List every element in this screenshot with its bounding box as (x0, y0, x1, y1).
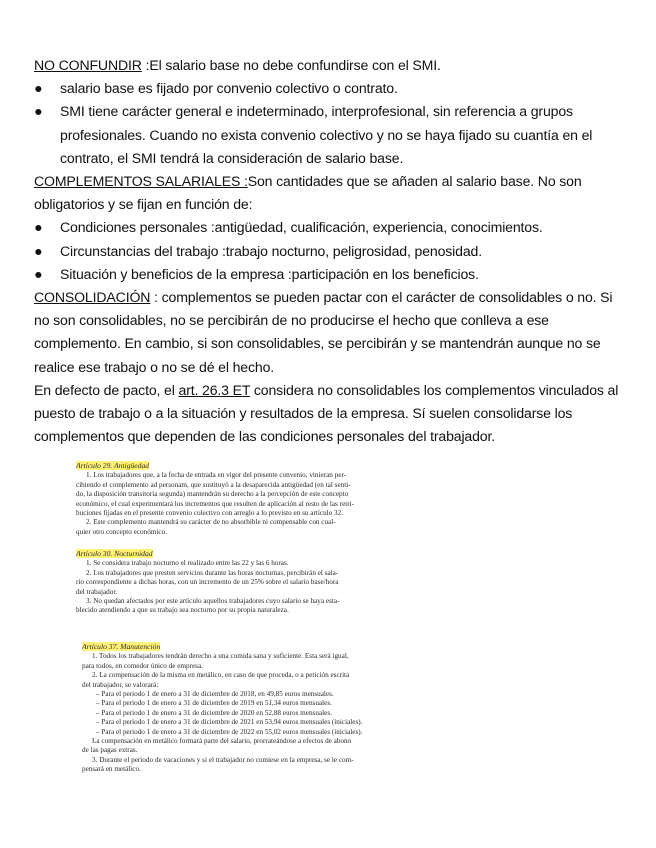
excerpt-title: Artículo 37. Manutención (82, 642, 161, 651)
list-item: ● SMI tiene carácter general e indeterminado, interprofesional, sin referencia a grupos profesionales. Cuando no exista convenio colectivo y no se haya fijado su cuantía en el contrato, el SMI tendrá la consideración de salario base. (34, 100, 624, 170)
list-item: ● Situación y beneficios de la empresa :participación en los beneficios. (34, 263, 624, 286)
no-confundir-paragraph (34, 54, 624, 77)
excerpt-antiguedad: Artículo 29. Antigüedad 1. Los trabajadores que, a la fecha de entrada en vigor del presente convenio, vinieran per- cibiendo el complemento ad personam, que sustituyó a la desaparecida antigüedad (en tal senti- do, la disposición transitoria segunda) mantendrán su derecho a la percepción de este concepto económico, el cual experimentará los incrementos que resulten de aplicación al resto de las retri- buciones fijadas en el presente convenio colectivo con arreglo a lo previsto en su artículo 32. 2. Este complemento mantendrá su carácter de no absorbible ni compensable con cual- quier otro concepto económico. (76, 461, 354, 536)
bullet-icon: ● (34, 80, 43, 97)
no-confundir-heading: NO CONFUNDIR (34, 57, 142, 73)
excerpt-manutencion: Artículo 37. Manutención 1. Todos los trabajadores tendrán derecho a una comida sana y suficiente. Esta será igual, para todos, en comedor único de empresa. 2. La compensación de la misma en metálico, en caso de que proceda, o a petición escrita del trabajador, se valorará: – Para el periodo 1 de enero a 31 de diciembre de 2018, en 49,85 euros mensuales. – Para el periodo 1 de enero a 31 de diciembre de 2019 en 51,34 euros mensuales. – Para el periodo 1 de enero a 31 de diciembre de 2020 en 52,88 euros mensuales. – Para el periodo 1 de enero a 31 de diciembre de 2021 en 53,94 euros mensuales (iniciales). – Para el periodo 1 de enero a 31 de diciembre de 2022 en 55,02 euros mensuales (iniciales). La compensación en metálico formará parte del salario, prorrateándose a efectos de abono de las pagas extras. 3. Durante el periodo de vacaciones y si el trabajador no comiese en la empresa, se le com- pensará en metálico. (82, 642, 363, 774)
complementos-text: Son cantidades que se añaden al salario base. No son obligatorios y se fijan en función de: (34, 173, 582, 213)
no-confundir-text: :El salario base no debe confundirse con el SMI. (141, 57, 441, 73)
complementos-heading: COMPLEMENTOS SALARIALES : (34, 173, 248, 190)
excerpt-title: Artículo 29. Antigüedad (76, 461, 150, 470)
consolidacion-heading: CONSOLIDACIÓN (34, 289, 151, 306)
excerpt-nocturnidad: Artículo 30. Nocturnidad 1. Se considera trabajo nocturno el realizado entre las 22 y las 6 horas. 2. Los trabajadores que presten servicios durante las horas nocturnas, percibirán el sala- rio correspondiente a dichas horas, con un incremento de un 25% sobre el salario base/hora del trabajador. 3. No quedan afectados por este artículo aquellos trabajadores cuyo salario se haya esta- blecido atendiendo a que su trabajo sea nocturno por su propia naturaleza. (76, 549, 340, 615)
defecto-pacto-paragraph: En defecto de pacto, el art. 26.3 ET considera no consolidables los complementos vinculados al puesto de trabajo o a la situación y resultados de la empresa. Sí suelen consolidarse los complementos que dependen de las condiciones personales del trabajador. (34, 381, 619, 445)
main-text (34, 54, 624, 448)
bullet-icon: ● (34, 242, 43, 259)
list-item: ● Condiciones personales :antigüedad, cualificación, experiencia, conocimientos. (34, 216, 624, 239)
bullet-icon: ● (34, 265, 43, 282)
consolidacion-paragraph (34, 286, 624, 379)
excerpt-title: Artículo 30. Nocturnidad (76, 549, 153, 558)
list-item: ● salario base es fijado por convenio colectivo o contrato. (34, 77, 624, 100)
bullet-icon: ● (34, 219, 43, 236)
consolidacion-text: : complementos se pueden pactar con el carácter de consolidables o no. Si no son consolidables, no se percibirán de no producirse el hecho que conlleva a ese complemento. En cambio, si son consolidables, se percibirán y se mantendrán aunque no se realice ese trabajo o no se dé el hecho. (34, 289, 613, 375)
complementos-paragraph (34, 170, 624, 216)
bullet-icon: ● (34, 103, 43, 120)
art-26-3-et-link[interactable]: art. 26.3 ET (178, 381, 251, 398)
list-item: ● Circunstancias del trabajo :trabajo nocturno, peligrosidad, penosidad. (34, 240, 624, 263)
